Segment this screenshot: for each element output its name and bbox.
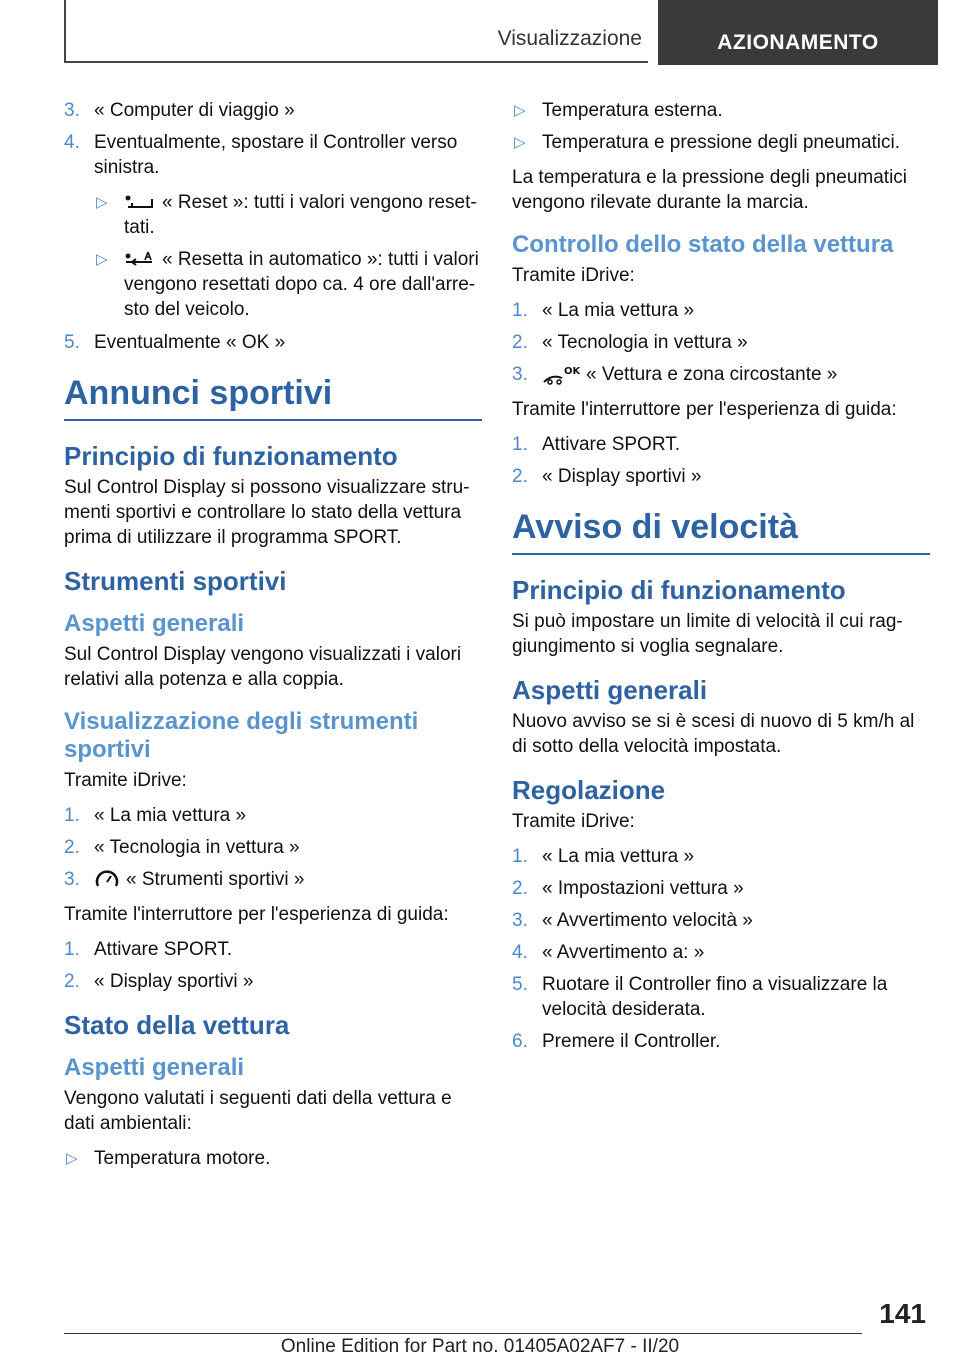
list-item: [512, 876, 930, 901]
step-number: 4.: [64, 132, 80, 153]
bullet-list: [512, 98, 930, 155]
step-text: « Strumenti sportivi »: [126, 869, 305, 890]
step-number: 2.: [512, 466, 528, 487]
step-number: 1.: [512, 300, 528, 321]
paragraph: Tramite iDrive:: [64, 770, 187, 791]
step-number: 4.: [512, 942, 528, 963]
step-number: 2.: [64, 837, 80, 858]
paragraph: Sul Control Display si possono visualizzare strumenti sportivi e controllare lo stato della vettura prima di utilizzare il programma SPORT.: [64, 477, 470, 548]
bullet-text: Temperatura esterna.: [542, 100, 723, 121]
step-text: « Tecnologia in vettura »: [94, 837, 300, 858]
step-text: « Tecnologia in vettura »: [542, 332, 748, 353]
step-number: 3.: [64, 100, 80, 121]
bullet-list: [64, 1146, 482, 1171]
list-item: [512, 98, 930, 123]
step-number: 1.: [512, 846, 528, 867]
list-item: [94, 247, 482, 322]
step-text: « La mia vettura »: [542, 300, 695, 321]
list-item: [512, 908, 930, 933]
bullet-text: Temperatura e pressione degli pneumatici.: [542, 132, 901, 153]
sport-gauge-icon: [94, 870, 120, 890]
list-item: [64, 330, 482, 355]
triangle-right-icon: ▷: [514, 134, 526, 151]
list-item: [64, 1146, 482, 1171]
step-number: 2.: [512, 332, 528, 353]
step-text: « Avvertimento velocità »: [542, 910, 753, 931]
list-item: [512, 362, 930, 387]
paragraph: La temperatura e la pressione degli pneumatici vengono rilevate durante la marcia.: [512, 167, 908, 213]
subsection-title: Principio di funzionamento: [64, 441, 398, 471]
list-item: [512, 972, 930, 1022]
step-number: 1.: [64, 939, 80, 960]
list-item: [64, 130, 482, 180]
paragraph: Sul Control Display vengono visualizzati i valori relativi alla potenza e alla coppia.: [64, 644, 462, 690]
header-frame: [64, 0, 648, 63]
list-item: [64, 867, 482, 892]
paragraph: Tramite iDrive:: [512, 265, 635, 286]
list-item: [512, 464, 930, 489]
steps-list: [64, 330, 482, 355]
steps-list: [64, 98, 482, 180]
list-item: [64, 98, 482, 123]
bullet-text: Temperatura motore.: [94, 1148, 271, 1169]
header-section: Visualizzazione: [497, 27, 642, 50]
step-text: « La mia vettura »: [94, 805, 247, 826]
subsection-title: Regolazione: [512, 775, 666, 805]
footer-edition: Online Edition for Part no. 01405A02AF7 - II/20: [280, 1336, 680, 1357]
step-number: 1.: [64, 805, 80, 826]
footer-divider: [64, 1333, 862, 1334]
sub-text: « Resetta in automatico »: tutti i valori vengono resettati dopo ca. 4 ore dall'arresto del veicolo.: [124, 249, 479, 320]
subsection-title: Stato della vettura: [64, 1010, 290, 1040]
subsection-title: Strumenti sportivi: [64, 566, 287, 596]
step-text: « La mia vettura »: [542, 846, 695, 867]
step-number: 2.: [512, 878, 528, 899]
section-title: Annunci sportivi: [64, 373, 482, 421]
header-chapter: AZIONAMENTO: [658, 0, 938, 65]
list-item: [64, 835, 482, 860]
steps-list: [512, 298, 930, 387]
left-column: [64, 98, 482, 1181]
list-item: [512, 130, 930, 155]
step-text: « Vettura e zona circostante »: [586, 364, 838, 385]
minor-title: Visualizzazione degli strumenti sportivi: [64, 708, 419, 763]
step-number: 2.: [64, 971, 80, 992]
page-number: 141: [879, 1298, 926, 1329]
step-text: Eventualmente « OK »: [94, 332, 286, 353]
triangle-right-icon: ▷: [514, 102, 526, 119]
list-item: [512, 330, 930, 355]
steps-list: [64, 803, 482, 892]
paragraph: Tramite iDrive:: [512, 811, 635, 832]
list-item: [512, 844, 930, 869]
list-item: [512, 1029, 930, 1054]
paragraph: Tramite l'interruttore per l'esperienza di guida:: [512, 399, 897, 420]
subsection-title: Aspetti generali: [512, 675, 708, 705]
step-text: « Display sportivi »: [94, 971, 254, 992]
paragraph: Nuovo avviso se si è scesi di nuovo di 5 km/h al di sotto della velocità impostata.: [512, 711, 915, 757]
subsection-title: Principio di funzionamento: [512, 575, 846, 605]
sub-list: [94, 190, 482, 322]
section-title: Avviso di velocità: [512, 507, 930, 555]
step-text: Attivare SPORT.: [542, 434, 680, 455]
step-number: 5.: [512, 974, 528, 995]
list-item: [512, 940, 930, 965]
step-text: « Avvertimento a: »: [542, 942, 705, 963]
auto-reset-icon: [124, 250, 156, 270]
steps-list: [64, 937, 482, 994]
step-text: « Impostazioni vettura »: [542, 878, 744, 899]
sub-text: « Reset »: tutti i valori vengono resettati.: [124, 192, 477, 238]
step-number: 1.: [512, 434, 528, 455]
step-text: « Computer di viaggio »: [94, 100, 295, 121]
steps-list: [512, 432, 930, 489]
step-text: Premere il Controller.: [542, 1031, 721, 1052]
list-item: [512, 432, 930, 457]
minor-title: Aspetti generali: [64, 1054, 245, 1081]
triangle-right-icon: ▷: [96, 194, 108, 211]
triangle-right-icon: ▷: [96, 251, 108, 268]
step-text: Ruotare il Controller fino a visualizzare la velocità desiderata.: [542, 974, 888, 1020]
list-item: [94, 190, 482, 240]
list-item: [512, 298, 930, 323]
step-number: 3.: [512, 364, 528, 385]
step-number: 3.: [64, 869, 80, 890]
step-number: 5.: [64, 332, 80, 353]
page-header: [0, 0, 960, 66]
paragraph: Si può impostare un limite di velocità il cui raggiungimento si voglia segnalare.: [512, 611, 903, 657]
step-text: Eventualmente, spostare il Controller verso sinistra.: [94, 132, 458, 178]
triangle-right-icon: ▷: [66, 1150, 78, 1167]
list-item: [64, 803, 482, 828]
minor-title: Controllo dello stato della vettura: [512, 231, 894, 258]
list-item: [64, 969, 482, 994]
svg-text:OK: OK: [564, 365, 580, 377]
right-column: [512, 98, 930, 1064]
step-number: 6.: [512, 1031, 528, 1052]
step-number: 3.: [512, 910, 528, 931]
minor-title: Aspetti generali: [64, 610, 245, 637]
paragraph: Tramite l'interruttore per l'esperienza di guida:: [64, 904, 449, 925]
vehicle-ok-icon: [542, 364, 580, 386]
reset-icon: [124, 194, 156, 212]
list-item: [64, 937, 482, 962]
steps-list: [512, 844, 930, 1054]
paragraph: Vengono valutati i seguenti dati della vettura e dati ambientali:: [64, 1088, 452, 1134]
step-text: « Display sportivi »: [542, 466, 702, 487]
step-text: Attivare SPORT.: [94, 939, 232, 960]
